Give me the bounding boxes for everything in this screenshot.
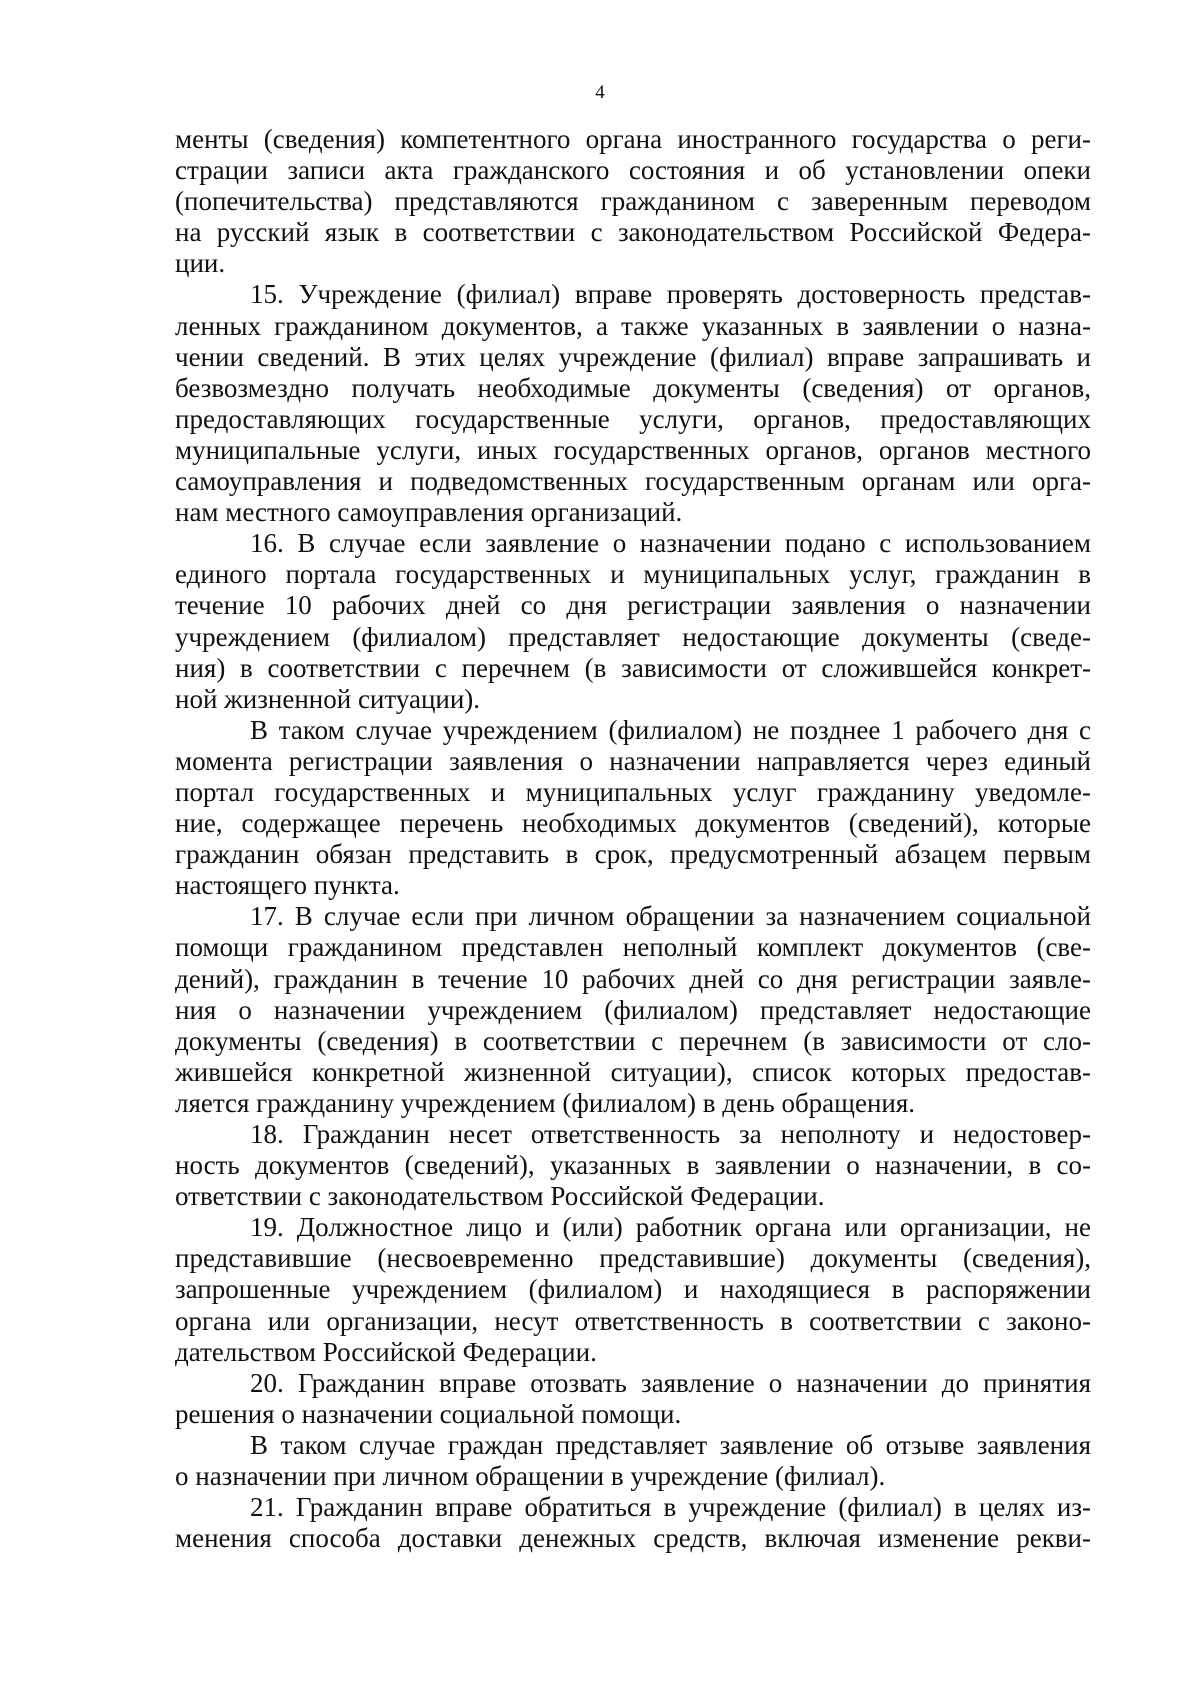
text-line: 21. Гражданин вправе обратиться в учреждение (филиал) в целях из- xyxy=(250,1492,1091,1523)
text-line: о назначении при личном обращении в учреждение (филиал). xyxy=(175,1461,886,1492)
text-line: жившейся конкретной жизненной ситуации), список которых предостав- xyxy=(175,1056,1091,1087)
text-line: менения способа доставки денежных средств, включая изменение рекви- xyxy=(175,1523,1091,1554)
text-line: В таком случае учреждением (филиалом) не позднее 1 рабочего дня с xyxy=(250,714,1091,745)
text-line: муниципальные услуги, иных государственных органов, органов местного xyxy=(175,434,1091,465)
text-line: настоящего пункта. xyxy=(175,870,400,901)
text-line: помощи гражданином представлен неполный комплект документов (све- xyxy=(175,932,1091,963)
text-line: дательством Российской Федерации. xyxy=(175,1336,597,1367)
text-line: на русский язык в соответствии с законодательством Российской Федера- xyxy=(175,217,1091,248)
text-line: (попечительства) представляются гражданином с заверенным переводом xyxy=(175,186,1091,217)
text-line: ции. xyxy=(175,248,226,279)
text-line: предоставляющих государственные услуги, органов, предоставляющих xyxy=(175,403,1091,434)
text-line: 19. Должностное лицо и (или) работник органа или организации, не xyxy=(250,1212,1091,1243)
text-line: ния о назначении учреждением (филиалом) представляет недостающие xyxy=(175,994,1091,1025)
text-line: портал государственных и муниципальных услуг гражданину уведомле- xyxy=(175,776,1091,807)
text-line: запрошенные учреждением (филиалом) и находящиеся в распоряжении xyxy=(175,1274,1091,1305)
text-line: органа или организации, несут ответственность в соответствии с законо- xyxy=(175,1305,1091,1336)
text-line: страции записи акта гражданского состояния и об установлении опеки xyxy=(175,155,1091,186)
document-body xyxy=(175,124,1091,1554)
text-line: самоуправления и подведомственных государственным органам или орга- xyxy=(175,466,1091,497)
text-line: 17. В случае если при личном обращении за назначением социальной xyxy=(250,901,1091,932)
text-line: течение 10 рабочих дней со дня регистрации заявления о назначении xyxy=(175,590,1091,621)
text-line: дений), гражданин в течение 10 рабочих дней со дня регистрации заявле- xyxy=(175,963,1091,994)
text-line: единого портала государственных и муниципальных услуг, гражданин в xyxy=(175,559,1091,590)
text-line: ленных гражданином документов, а также указанных в заявлении о назна- xyxy=(175,310,1091,341)
text-line: ние, содержащее перечень необходимых документов (сведений), которые xyxy=(175,808,1091,839)
text-line: нам местного самоуправления организаций. xyxy=(175,497,683,528)
text-line: гражданин обязан представить в срок, предусмотренный абзацем первым xyxy=(175,839,1091,870)
text-line: момента регистрации заявления о назначении направляется через единый xyxy=(175,745,1091,776)
text-line: ляется гражданину учреждением (филиалом) в день обращения. xyxy=(175,1087,916,1118)
text-line: 18. Гражданин несет ответственность за неполноту и недостовер- xyxy=(250,1119,1091,1149)
text-line: чении сведений. В этих целях учреждение (филиал) вправе запрашивать и xyxy=(175,341,1091,372)
text-line: 15. Учреждение (филиал) вправе проверять достоверность представ- xyxy=(250,279,1091,310)
text-line: 16. В случае если заявление о назначении подано с использованием xyxy=(250,528,1091,559)
page-number: 4 xyxy=(595,82,605,103)
text-line: ность документов (сведений), указанных в заявлении о назначении, в со- xyxy=(175,1150,1091,1181)
text-line: менты (сведения) компетентного органа иностранного государства о реги- xyxy=(175,124,1091,154)
text-line: ния) в соответствии с перечнем (в зависимости от сложившейся конкрет- xyxy=(175,652,1091,683)
text-line: В таком случае граждан представляет заявление об отзыве заявления xyxy=(250,1429,1091,1460)
text-line: безвозмездно получать необходимые документы (сведения) от органов, xyxy=(175,372,1091,403)
text-line: решения о назначении социальной помощи. xyxy=(175,1398,682,1429)
text-line: представившие (несвоевременно представившие) документы (сведения), xyxy=(175,1243,1091,1274)
text-line: учреждением (филиалом) представляет недостающие документы (сведе- xyxy=(175,621,1091,652)
text-line: 20. Гражданин вправе отозвать заявление о назначении до принятия xyxy=(250,1367,1091,1398)
text-line: ответствии с законодательством Российской Федерации. xyxy=(175,1181,825,1212)
text-line: документы (сведения) в соответствии с перечнем (в зависимости от сло- xyxy=(175,1025,1091,1056)
text-line: ной жизненной ситуации). xyxy=(175,683,481,714)
